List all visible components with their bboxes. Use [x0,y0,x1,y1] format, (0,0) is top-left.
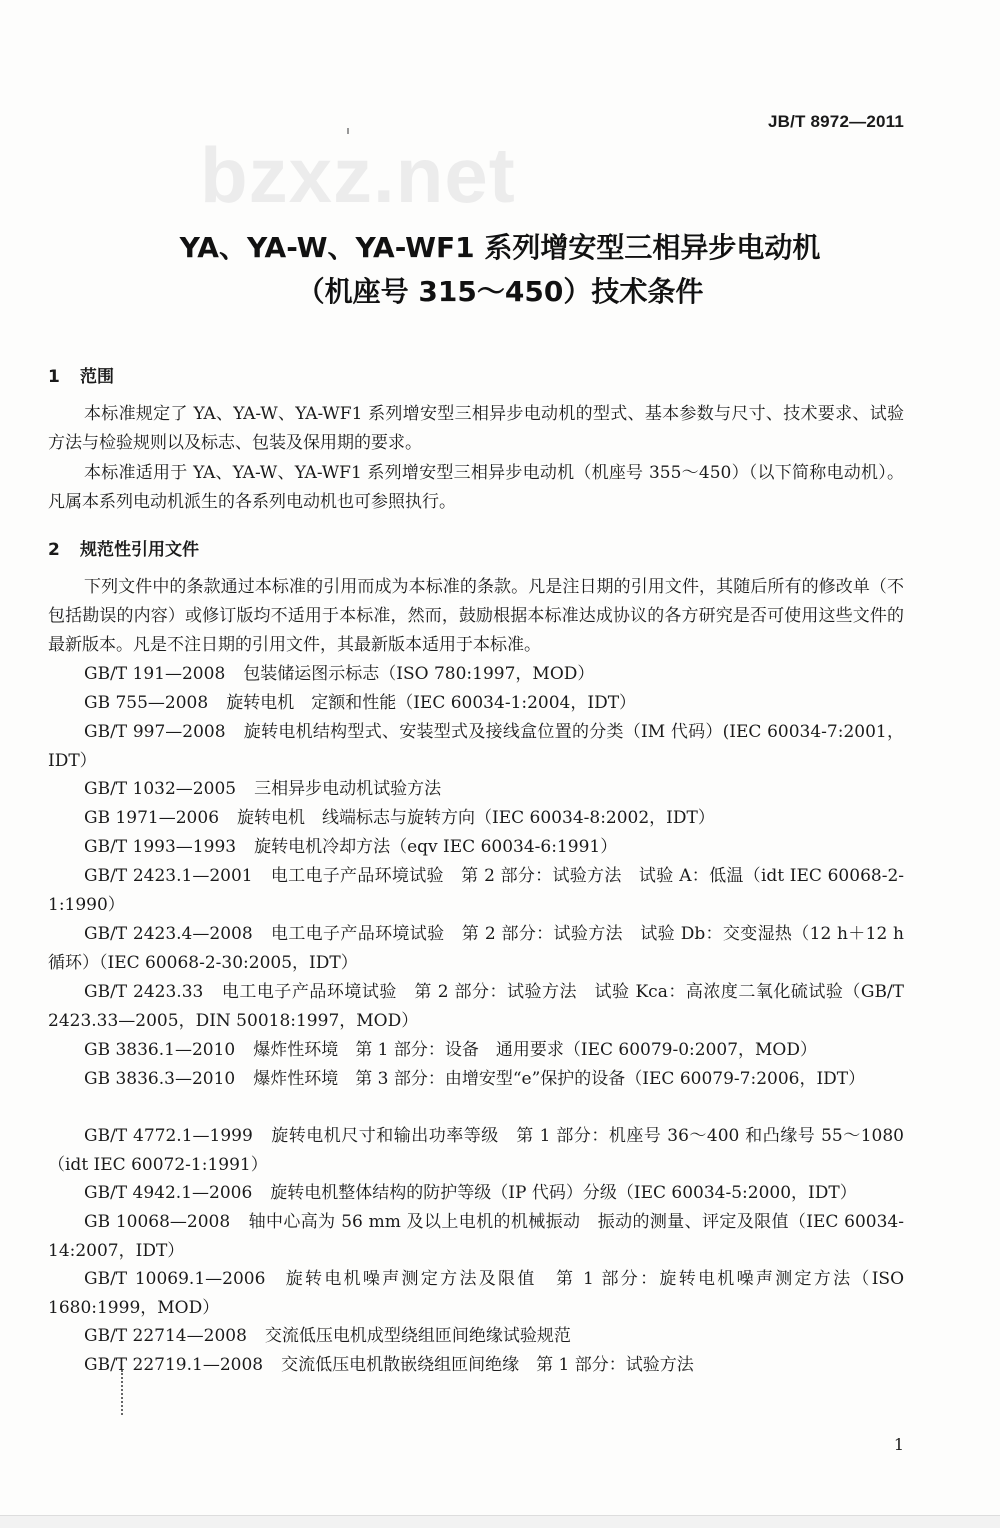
reference-item [48,804,904,833]
reference-code: GB 755—2008 [84,693,209,713]
reference-code: GB 10068—2008 [84,1212,231,1232]
reference-code: GB 3836.1—2010 [84,1040,236,1060]
paragraph: 本标准适用于 YA、YA-W、YA-WF1 系列增安型三相异步电动机（机座号 355～450）（以下简称电动机）。凡属本系列电动机派生的各系列电动机也可参照执行。 [48,463,904,512]
reference-item [48,689,904,718]
paragraph: 本标准规定了 YA、YA-W、YA-WF1 系列增安型三相异步电动机的型式、基本参数与尺寸、技术要求、试验方法与检验规则以及标志、包装及保用期的要求。 [48,404,904,453]
reference-item [48,660,904,689]
reference-code: GB/T 2423.33 [84,982,204,1002]
reference-code: GB/T 4772.1—1999 [84,1126,253,1146]
page-number: 1 [893,1435,904,1454]
reference-item [48,1322,904,1351]
reference-code: GB/T 22714—2008 [84,1326,247,1346]
reference-title: 爆炸性环境 第 1 部分：设备 通用要求（IEC 60079-0:2007，MOD） [253,1040,817,1060]
reference-item [48,1122,904,1180]
reference-title: 交流低压电机散嵌绕组匝间绝缘 第 1 部分：试验方法 [281,1355,694,1375]
reference-title: 爆炸性环境 第 3 部分：由增安型“e”保护的设备（IEC 60079-7:2006，IDT） [253,1069,866,1089]
reference-item [48,1065,904,1094]
reference-title: 旋转电机结构型式、安装型式及接线盒位置的分类（IM 代码）(IEC 60034-7:2001，IDT） [48,722,904,771]
page-bottom-edge [0,1515,1000,1528]
section-number: 1 [48,367,60,387]
reference-code: GB/T 4942.1—2006 [84,1183,253,1203]
standard-code: JB/T 8972—2011 [767,112,904,131]
reference-item [48,718,904,776]
reference-title: 轴中心高为 56 mm 及以上电机的机械振动 振动的测量、评定及限值（IEC 60034-14:2007，IDT） [48,1212,904,1261]
reference-item [48,1351,904,1380]
reference-title: 电工电子产品环境试验 第 2 部分：试验方法 试验 Kca：高浓度二氧化硫试验（GB/T 2423.33—2005，DIN 50018:1997，MOD） [48,982,905,1031]
reference-code: GB/T 2423.1—2001 [84,866,253,886]
reference-title: 旋转电机噪声测定方法及限值 第 1 部分：旋转电机噪声测定方法（ISO 1680:1999，MOD） [48,1269,905,1318]
reference-item [48,920,904,978]
title-line-2: （机座号 315～450）技术条件 [296,275,704,308]
reference-title: 三相异步电动机试验方法 [254,779,442,799]
reference-code: GB/T 1993—1993 [84,837,237,857]
section-2-heading [48,535,199,560]
reference-item [48,1208,904,1266]
scan-artifact-dots [121,1370,127,1415]
section-title: 规范性引用文件 [80,540,199,560]
title-line-1: YA、YA-W、YA-WF1 系列增安型三相异步电动机 [179,231,821,264]
reference-item [48,1265,904,1323]
reference-code: GB 3836.3—2010 [84,1069,236,1089]
reference-item [48,775,904,804]
reference-title: 电工电子产品环境试验 第 2 部分：试验方法 试验 Db：交变湿热（12 h＋12 h 循环）（IEC 60068-2-30:2005，IDT） [48,924,904,973]
reference-code: GB/T 22719.1—2008 [84,1355,264,1375]
reference-title: 电工电子产品环境试验 第 2 部分：试验方法 试验 A：低温（idt IEC 60068-2-1:1990） [48,866,905,915]
reference-title: 交流低压电机成型绕组匝间绝缘试验规范 [264,1326,571,1346]
paragraph: 下列文件中的条款通过本标准的引用而成为本标准的条款。凡是注日期的引用文件，其随后所有的修改单（不包括勘误的内容）或修订版均不适用于本标准，然而，鼓励根据本标准达成协议的各方研究是否可使用这些文件的最新版本。凡是不注日期的引用文件，其最新版本适用于本标准。 [48,577,904,655]
reference-item [48,1036,904,1065]
reference-code: GB/T 10069.1—2006 [84,1269,266,1289]
reference-code: GB/T 1032—2005 [84,779,237,799]
watermark: bzxz.net [200,131,516,219]
reference-item [48,978,904,1036]
section-title: 范围 [80,367,114,387]
reference-item [48,833,904,862]
section-number: 2 [48,540,60,560]
reference-code: GB/T 191—2008 [84,664,226,684]
reference-item [48,862,904,920]
reference-code: GB 1971—2006 [84,808,220,828]
reference-title: 包装储运图示标志（ISO 780:1997，MOD） [243,664,595,684]
reference-title: 旋转电机整体结构的防护等级（IP 代码）分级（IEC 60034-5:2000，IDT） [270,1183,857,1203]
reference-item [48,1179,904,1208]
reference-title: 旋转电机 定额和性能（IEC 60034-1:2004，IDT） [226,693,637,713]
reference-title: 旋转电机 线端标志与旋转方向（IEC 60034-8:2002，IDT） [237,808,715,828]
reference-code: GB/T 997—2008 [84,722,226,742]
section-1-heading [48,362,114,387]
reference-code: GB/T 2423.4—2008 [84,924,253,944]
reference-title: 旋转电机冷却方法（eqv IEC 60034-6:1991） [254,837,618,857]
reference-title: 旋转电机尺寸和输出功率等级 第 1 部分：机座号 36～400 和凸缘号 55～1080（idt IEC 60072-1:1991） [48,1126,904,1175]
